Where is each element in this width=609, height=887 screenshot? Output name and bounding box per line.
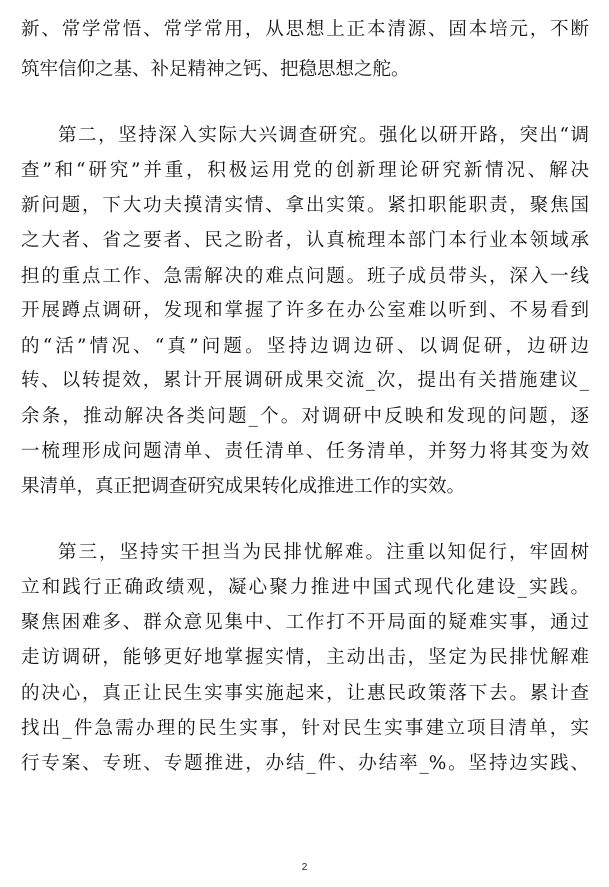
- paragraph-2-line-9: 余条，推动解决各类问题_个。对调研中反映和发现的问题，逐: [21, 406, 589, 427]
- paragraph-2-line-7: 的“活”情况、“真”问题。坚持边调边研、以调促研，边研边: [21, 336, 589, 357]
- paragraph-2-line-8: 转、以转提效，累计开展调研成果交流_次，提出有关措施建议_: [21, 370, 589, 391]
- paragraph-2-line-3: 新问题，下大功夫摸清实情、拿出实策。紧扣职能职责，聚焦国: [21, 195, 589, 216]
- paragraph-2-line-11: 果清单，真正把调查研究成果转化成推进工作的实效。: [21, 476, 466, 497]
- paragraph-2-line-2: 查”和“研究”并重，积极运用党的创新理论研究新情况、解决: [21, 160, 589, 181]
- paragraph-3-line-2: 立和践行正确政绩观，凝心聚力推进中国式现代化建设_实践。: [21, 577, 589, 598]
- paragraph-3-line-1: 第三，坚持实干担当为民排忧解难。注重以知促行，牢固树: [58, 542, 589, 563]
- paragraph-3-line-3: 聚焦困难多、群众意见集中、工作打不开局面的疑难实事，通过: [21, 612, 589, 633]
- paragraph-1-line-1: 新、常学常悟、常学常用，从思想上正本清源、固本培元，不断: [21, 19, 589, 40]
- paragraph-3-line-7: 行专案、专班、专题推进，办结_件、办结率_%。坚持边实践、: [21, 753, 589, 774]
- paragraph-2-line-10: 一梳理形成问题清单、责任清单、任务清单，并努力将其变为效: [21, 441, 589, 462]
- paragraph-3-line-5: 的决心，真正让民生实事实施起来，让惠民政策落下去。累计查: [21, 683, 589, 704]
- paragraph-2-line-4: 之大者、省之要者、民之盼者，认真梳理本部门本行业本领域承: [21, 230, 589, 251]
- paragraph-2-line-1: 第二，坚持深入实际大兴调查研究。强化以研开路，突出“调: [58, 125, 589, 146]
- paragraph-1-line-2: 筑牢信仰之基、补足精神之钙、把稳思想之舵。: [21, 59, 410, 80]
- page-number: 2: [301, 862, 308, 873]
- paragraph-3-line-4: 走访调研，能够更好地掌握实情，主动出击，坚定为民排忧解难: [21, 647, 589, 668]
- paragraph-2-line-6: 开展蹲点调研，发现和掌握了许多在办公室难以听到、不易看到: [21, 300, 589, 321]
- paragraph-2-line-5: 担的重点工作、急需解决的难点问题。班子成员带头，深入一线: [21, 266, 589, 287]
- paragraph-3-line-6: 找出_件急需办理的民生实事，针对民生实事建立项目清单，实: [21, 718, 589, 739]
